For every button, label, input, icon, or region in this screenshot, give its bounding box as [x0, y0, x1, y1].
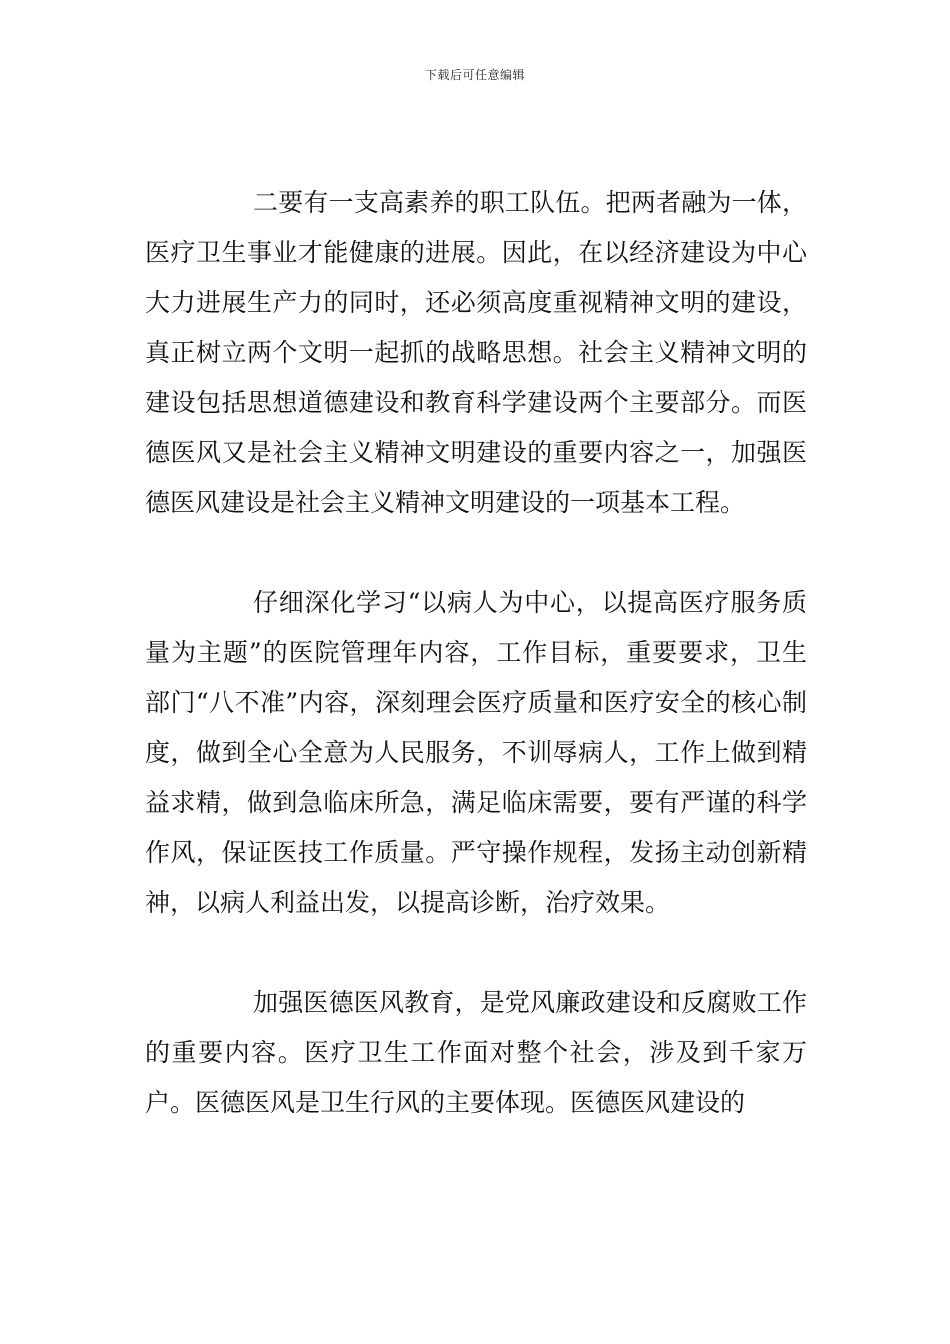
paragraph-3: 加强医德医风教育，是党风廉政建设和反腐败工作的重要内容。医疗卫生工作面对整个社会，涉及到千家万户。医德医风是卫生行风的主要体现。医德医风建设的	[145, 988, 807, 1117]
page-header-note: 下载后可任意编辑	[424, 68, 525, 82]
paragraph-1: 二要有一支高素养的职工队伍。把两者融为一体，医疗卫生事业才能健康的进展。因此，在以经济建设为中心大力进展生产力的同时，还必须高度重视精神文明的建设，真正树立两个文明一起抓的战略思想。社会主义精神文明的建设包括思想道德建设和教育科学建设两个主要部分。而医德医风又是社会主义精神文明建设的重要内容之一，加强医德医风建设是社会主义精神文明建设的一项基本工程。	[145, 188, 807, 517]
document-body	[145, 178, 807, 1128]
paragraph-2: 仔细深化学习“以病人为中心，以提高医疗服务质量为主题”的医院管理年内容，工作目标，重要要求，卫生部门“八不准”内容，深刻理会医疗质量和医疗安全的核心制度，做到全心全意为人民服务，不训辱病人，工作上做到精益求精，做到急临床所急，满足临床需要，要有严谨的科学作风，保证医技工作质量。严守操作规程，发扬主动创新精神，以病人利益出发，以提高诊断，治疗效果。	[145, 588, 807, 917]
